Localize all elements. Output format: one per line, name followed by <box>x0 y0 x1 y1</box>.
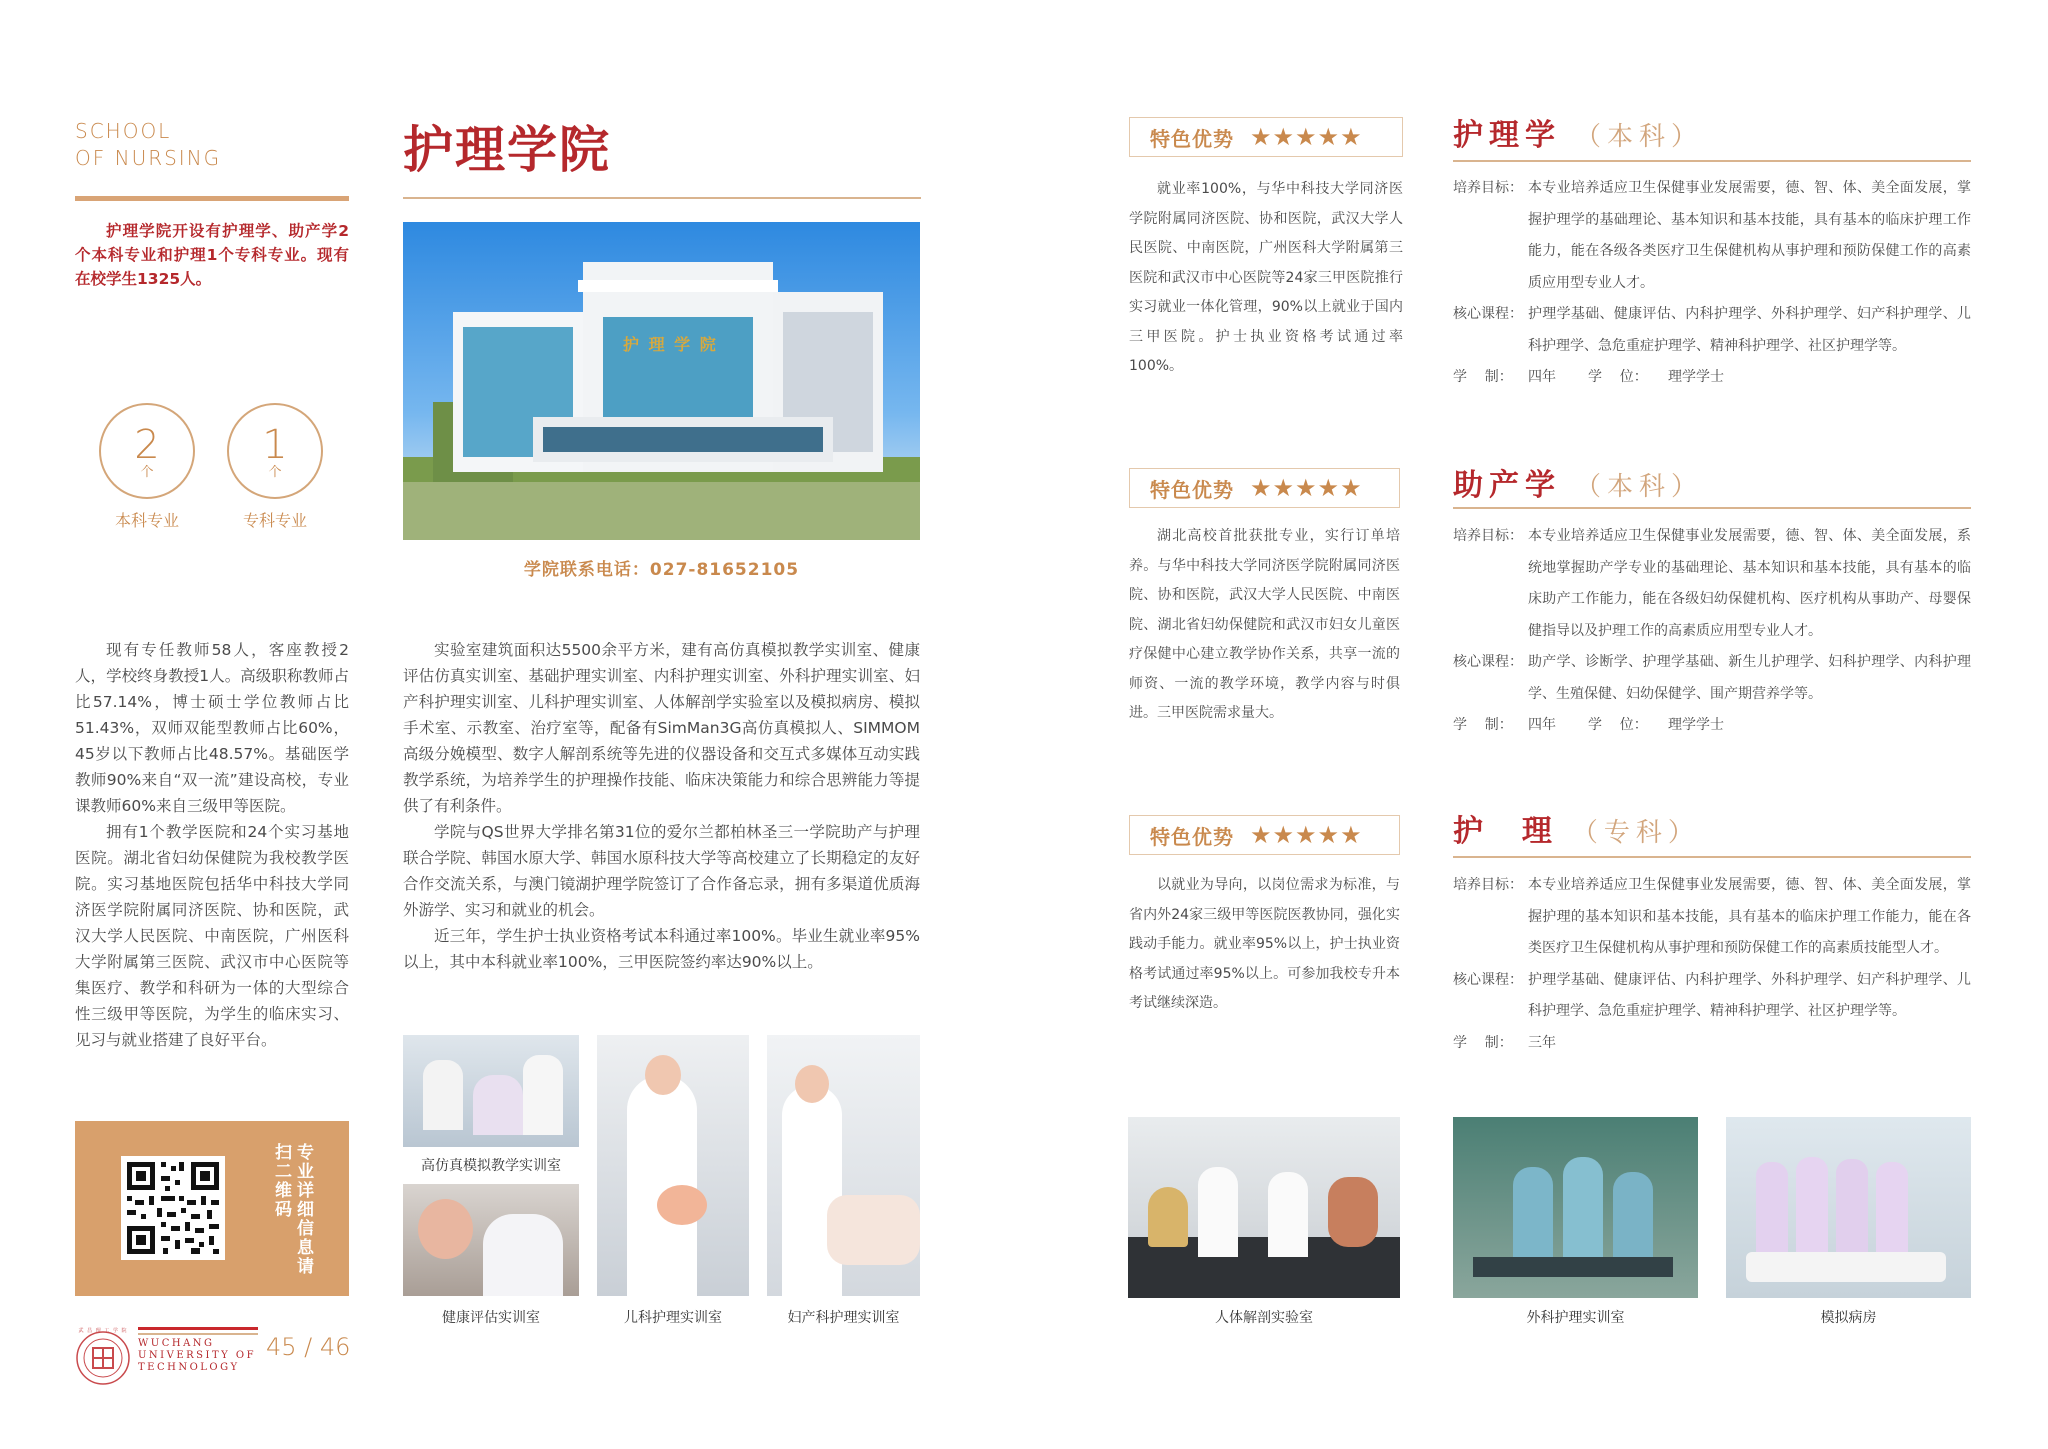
col2-paragraph: 实验室建筑面积达5500余平方米，建有高仿真模拟教学实训室、健康评估仿真实训室、基础护理实训室、内科护理实训室、外科护理实训室、妇产科护理实训室、儿科护理实训室、人体解剖学实验室以及模拟病房、模拟手术室、示教室、治疗室等，配备有SimMan3G高仿真模拟人、SIMMOM高级分娩模型、数字人解剖系统等先进的仪器设备和交互式多媒体互动实践教学系统，为培养学生的护理操作技能、临床决策能力和综合思辨能力等提供了有利条件。 <box>403 641 920 815</box>
star-icon: ★ <box>1340 123 1362 151</box>
star-icon: ★ <box>1295 123 1317 151</box>
building-sign: 护 理 学 院 <box>623 335 718 354</box>
duration-value: 三年 <box>1528 1034 1556 1051</box>
school-en-line2: OF NURSING <box>75 146 222 170</box>
goal-text: 本专业培养适应卫生保健事业发展需要，德、智、体、美全面发展，掌握护理学的基础理论、基本知识和基本技能，具有基本的临床护理工作能力，能在各级各类医疗卫生保健机构从事护理和预防保健工作的高素质应用型专业人才。 <box>1528 180 1971 291</box>
building-photo <box>403 222 920 540</box>
advantage-text-3 <box>1129 871 1400 1019</box>
advantage-paragraph: 以就业为导向，以岗位需求为标准，与省内外24家三级甲等医院医教协同，强化实践动手能力。就业率95%以上，护士执业资格考试通过率95%以上。可参加我校专升本考试继续深造。 <box>1129 877 1400 1011</box>
star-icon: ★ <box>1272 123 1295 151</box>
program-name: 护理学 <box>1453 118 1561 153</box>
star-icon: ★ <box>1317 474 1340 502</box>
advantage-box-2 <box>1129 468 1400 508</box>
caption-ward: 模拟病房 <box>1820 1310 1877 1326</box>
duration-label: 学 制： <box>1453 717 1513 733</box>
caption-obstetric: 妇产科护理实训室 <box>787 1310 900 1326</box>
sim-lab-photo <box>403 1035 579 1147</box>
core-row <box>1453 965 1971 1028</box>
footer-red-line <box>138 1327 258 1330</box>
rating-stars <box>1250 474 1362 502</box>
uni-line2: UNIVERSITY OF <box>138 1350 257 1361</box>
surgical-lab-photo <box>1453 1117 1698 1298</box>
program-title-nursing-college <box>1453 806 1700 850</box>
program-title-nursing <box>1453 110 1703 154</box>
caption-pediatric: 儿科护理实训室 <box>624 1310 722 1326</box>
school-en-line1: SCHOOL <box>75 119 172 143</box>
star-icon: ★ <box>1250 474 1272 502</box>
program-name: 助产学 <box>1453 468 1561 503</box>
intro-text: 护理学院开设有护理学、助产学2个本科专业和护理1个专科专业。现有在校学生1325人。 <box>75 222 349 288</box>
col1-text <box>75 637 349 1053</box>
core-row <box>1453 647 1971 710</box>
university-seal-text: 武 昌 理 工 学 院 <box>78 1328 128 1334</box>
stat-undergrad-number: 2 <box>134 422 160 468</box>
degree-label: 学 位： <box>1588 369 1648 385</box>
star-icon: ★ <box>1272 474 1295 502</box>
stat-undergrad-label: 本科专业 <box>114 511 179 530</box>
stat-college-unit: 个 <box>268 465 282 480</box>
stat-college-label: 专科专业 <box>242 511 307 530</box>
duration-row <box>1453 362 1971 394</box>
stat-college-number: 1 <box>262 422 288 468</box>
advantage-label: 特色优势 <box>1150 126 1234 151</box>
advantage-label: 特色优势 <box>1150 824 1234 849</box>
duration-value: 四年 <box>1528 717 1556 733</box>
star-icon: ★ <box>1340 474 1362 502</box>
program-divider <box>1453 507 1971 509</box>
degree-label: 学 位： <box>1588 717 1648 733</box>
advantage-box-1 <box>1129 117 1403 157</box>
footer-gold-line <box>138 1333 258 1335</box>
uni-line3: TECHNOLOGY <box>138 1362 240 1373</box>
caption-sim-lab: 高仿真模拟教学实训室 <box>421 1158 561 1174</box>
page-title: 护理学院 <box>403 120 611 179</box>
star-icon: ★ <box>1295 821 1317 849</box>
goal-text: 本专业培养适应卫生保健事业发展需要，德、智、体、美全面发展，系统地掌握助产学专业的基础理论、基本知识和基本技能，具有基本的临床助产工作能力，能在各级妇幼保健机构、医疗机构从事助产、母婴保健指导以及护理工作的高素质应用型专业人才。 <box>1528 528 1971 639</box>
core-row <box>1453 299 1971 362</box>
pediatric-photo <box>597 1035 749 1296</box>
star-icon: ★ <box>1250 123 1272 151</box>
title-divider <box>403 197 921 199</box>
program-divider <box>1453 856 1971 858</box>
core-text: 助产学、诊断学、护理学基础、新生儿护理学、妇科护理学、内科护理学、生殖保健、妇幼保健学、围产期营养学等。 <box>1528 654 1971 702</box>
obstetric-photo <box>767 1035 920 1296</box>
goal-label: 培养目标： <box>1453 877 1523 893</box>
school-en-title <box>75 118 221 172</box>
star-icon: ★ <box>1317 123 1340 151</box>
duration-row <box>1453 1028 1971 1060</box>
star-icon: ★ <box>1250 821 1272 849</box>
program-name: 护 理 <box>1453 814 1558 849</box>
title-underline-left <box>75 196 349 201</box>
building-illustration <box>403 222 920 540</box>
program-level: （专科） <box>1571 818 1700 848</box>
core-label: 核心课程： <box>1453 654 1523 670</box>
goal-row <box>1453 173 1971 299</box>
stat-undergrad-unit: 个 <box>140 465 154 480</box>
goal-text: 本专业培养适应卫生保健事业发展需要，德、智、体、美全面发展，掌握护理的基本知识和基本技能，具有基本的临床护理工作能力，能在各类医疗卫生保健机构从事护理和预防保健工作的高素质技能型人才。 <box>1528 877 1971 956</box>
advantage-label: 特色优势 <box>1150 477 1234 502</box>
university-seal <box>75 1330 131 1386</box>
caption-surgical: 外科护理实训室 <box>1526 1310 1625 1326</box>
program-title-midwifery <box>1453 460 1703 504</box>
advantage-text-2 <box>1129 522 1400 729</box>
goal-row <box>1453 870 1971 965</box>
col2-text <box>403 637 920 975</box>
health-assessment-photo <box>403 1184 579 1296</box>
program-body-nursing <box>1453 173 1971 394</box>
core-text: 护理学基础、健康评估、内科护理学、外科护理学、妇产科护理学、儿科护理学、急危重症护理学、精神科护理学、社区护理学等。 <box>1528 306 1971 354</box>
simulated-ward-photo <box>1726 1117 1971 1298</box>
qr-instruction: 专业详细信息请扫二维码 <box>271 1143 313 1276</box>
col2-paragraph: 近三年，学生护士执业资格考试本科通过率100%。毕业生就业率95%以上，其中本科就业率100%，三甲医院签约率达90%以上。 <box>403 927 920 971</box>
star-icon: ★ <box>1317 821 1340 849</box>
qr-box <box>75 1121 349 1296</box>
duration-value: 四年 <box>1528 369 1556 385</box>
goal-row <box>1453 521 1971 647</box>
col1-paragraph: 拥有1个教学医院和24个实习基地医院。湖北省妇幼保健院为我校教学医院。实习基地医院包括华中科技大学同济医学院附属同济医院、协和医院，武汉大学人民医院、中南医院，广州医科大学附属第三医院、武汉市中心医院等集医疗、教学和科研为一体的大型综合性三级甲等医院，为学生的临床实习、见习与就业搭建了良好平台。 <box>75 823 349 1049</box>
advantage-box-3 <box>1129 815 1400 855</box>
star-icon: ★ <box>1295 474 1317 502</box>
core-label: 核心课程： <box>1453 971 1523 988</box>
uni-line1: WUCHANG <box>138 1338 215 1349</box>
qr-code[interactable] <box>121 1156 225 1260</box>
stat-undergrad-circle <box>99 403 195 499</box>
goal-label: 培养目标： <box>1453 528 1523 544</box>
rating-stars <box>1250 821 1362 849</box>
degree-value: 理学学士 <box>1668 369 1724 385</box>
university-name-en <box>138 1338 256 1374</box>
advantage-text-1 <box>1129 175 1403 382</box>
program-divider <box>1453 160 1971 162</box>
col1-paragraph: 现有专任教师58人，客座教授2人，学校终身教授1人。高级职称教师占比57.14%，博士硕士学位教师占比51.43%，双师双能型教师占比60%，45岁以下教师占比48.57%。基础医学教师90%来自“双一流”建设高校，专业课教师60%来自三级甲等医院。 <box>75 641 349 815</box>
duration-row <box>1453 710 1971 742</box>
rating-stars <box>1250 123 1362 151</box>
contact-phone: 学院联系电话：027-81652105 <box>523 560 800 580</box>
caption-health: 健康评估实训室 <box>442 1310 540 1326</box>
program-body-nursing-college <box>1453 870 1971 1059</box>
core-label: 核心课程： <box>1453 306 1523 322</box>
star-icon: ★ <box>1272 821 1295 849</box>
stat-college-circle <box>227 403 323 499</box>
duration-label: 学 制： <box>1453 369 1513 385</box>
university-seal-graphic <box>75 1330 131 1386</box>
core-text: 护理学基础、健康评估、内科护理学、外科护理学、妇产科护理学、儿科护理学、急危重症护理学、精神科护理学、社区护理学等。 <box>1528 971 1971 1019</box>
goal-label: 培养目标： <box>1453 180 1523 196</box>
advantage-paragraph: 湖北高校首批获批专业，实行订单培养。与华中科技大学同济医学院附属同济医院、协和医院，武汉大学人民医院、中南医院、湖北省妇幼保健院和武汉市妇女儿童医疗保健中心建立教学协作关系，共享一流的师资、一流的教学环境，教学内容与时俱进。三甲医院需求量大。 <box>1129 528 1400 721</box>
degree-value: 理学学士 <box>1668 717 1724 733</box>
col2-paragraph: 学院与QS世界大学排名第31位的爱尔兰都柏林圣三一学院助产与护理联合学院、韩国水原大学、韩国水原科技大学等高校建立了长期稳定的友好合作交流关系，与澳门镜湖护理学院签订了合作备忘录，拥有多渠道优质海外游学、实习和就业的机会。 <box>403 823 920 919</box>
qr-code-graphic <box>121 1156 225 1260</box>
program-level: （本科） <box>1575 472 1704 502</box>
anatomy-lab-photo <box>1128 1117 1400 1298</box>
page-number: 45 / 46 <box>266 1333 351 1361</box>
advantage-paragraph: 就业率100%，与华中科技大学同济医学院附属同济医院、协和医院，武汉大学人民医院、中南医院，广州医科大学附属第三医院和武汉市中心医院等24家三甲医院推行实习就业一体化管理，90%以上就业于国内三甲医院。护士执业资格考试通过率100%。 <box>1129 181 1403 374</box>
program-body-midwifery <box>1453 521 1971 742</box>
star-icon: ★ <box>1340 821 1362 849</box>
duration-label: 学 制： <box>1453 1034 1513 1051</box>
program-level: （本科） <box>1575 122 1704 152</box>
caption-anatomy: 人体解剖实验室 <box>1215 1310 1313 1326</box>
